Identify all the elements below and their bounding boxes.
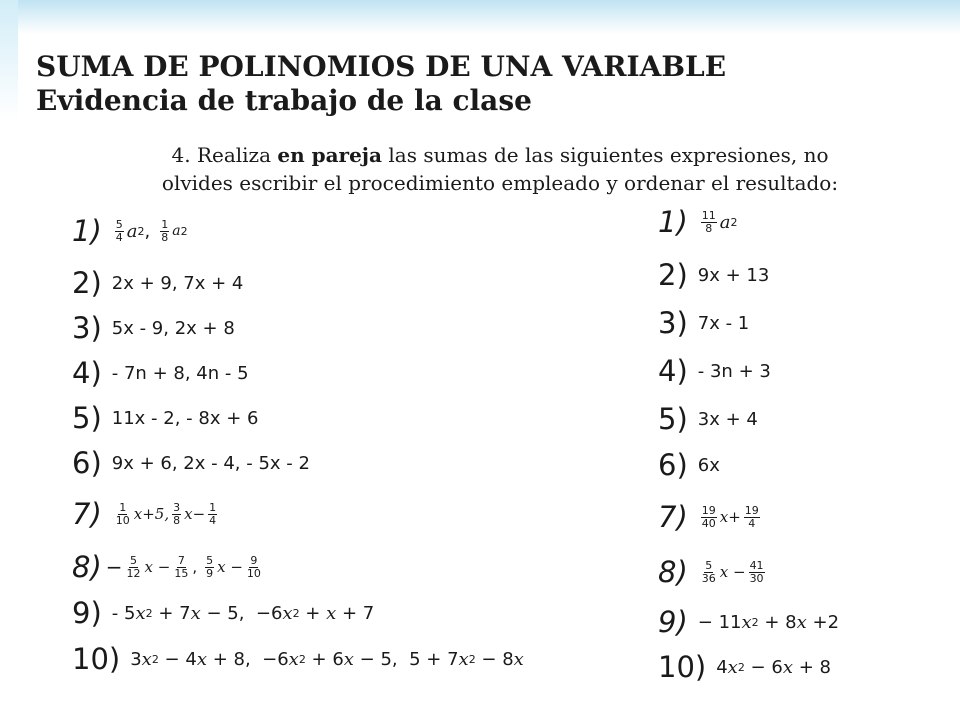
fraction: $\frac{1}{4}$ <box>209 500 217 527</box>
instruction-line-2: olvides escribir el procedimiento empleado y ordenar el resultado: <box>161 171 839 195</box>
fraction: $\frac{1}{8}$ <box>161 217 169 244</box>
fraction: $\frac{11}{8}$ <box>701 208 716 235</box>
fraction: $\frac{7}{15}$ <box>174 553 189 580</box>
exercise-expression: 2x + 9, 7x + 4 <box>111 272 244 294</box>
fraction: $\frac{9}{10}$ <box>246 553 261 580</box>
header-band <box>0 0 960 34</box>
exercise-3: 3) 5x - 9, 2x + 8 <box>72 311 235 345</box>
exercise-2: 2) 2x + 9, 7x + 4 <box>72 266 244 300</box>
exercise-expression: − $\frac{5}{12}$ x − $\frac{7}{15}$ , $\frac{5}{9}$ x − $\frac{9}{10}$ <box>105 553 261 580</box>
answer-2: 2) 9x + 13 <box>658 258 770 292</box>
answer-9: 9) − 11 x 2 + 8 x +2 <box>658 605 840 639</box>
answer-expression: 7x - 1 <box>697 312 750 334</box>
exercise-expression: $\frac{1}{10}$ x+5, $\frac{3}{8}$ x− $\frac{1}{4}$ <box>115 500 217 527</box>
exercise-expression: 11x - 2, - 8x + 6 <box>111 407 259 429</box>
exercise-7: 7) $\frac{1}{10}$ x+5, $\frac{3}{8}$ x− $\frac{1}{4}$ <box>72 497 220 531</box>
answer-expression: − 11 x 2 + 8 x +2 <box>697 611 840 633</box>
answer-3: 3) 7x - 1 <box>658 306 750 340</box>
fraction: $\frac{5}{9}$ <box>206 553 214 580</box>
fraction: $\frac{19}{4}$ <box>744 503 759 530</box>
exercise-expression: 3 x 2 − 4 x + 8, −6 x 2 + 6 x − 5, 5 + 7 x 2 − 8 x <box>130 648 524 670</box>
exercise-expression: 9x + 6, 2x - 4, - 5x - 2 <box>111 452 310 474</box>
answer-6: 6) 6x <box>658 448 720 482</box>
instruction-rest: las sumas de las siguientes expresiones, no <box>382 143 829 167</box>
answer-7: 7) $\frac{19}{40}$ x+ $\frac{19}{4}$ <box>658 500 763 534</box>
fraction: $\frac{3}{8}$ <box>173 500 181 527</box>
fraction: $\frac{5}{4}$ <box>115 217 123 244</box>
answer-expression: 3x + 4 <box>697 408 758 430</box>
exercise-expression: $\frac{5}{4}$ a 2 , $\frac{1}{8}$ a 2 <box>115 217 188 244</box>
instruction-prefix: 4. Realiza <box>171 143 278 167</box>
exercise-number: 1) <box>72 214 102 248</box>
answer-expression: 6x <box>697 454 720 476</box>
answer-5: 5) 3x + 4 <box>658 402 758 436</box>
slide-title <box>36 50 726 118</box>
answer-1: 1) $\frac{11}{8}$ a 2 <box>658 205 738 239</box>
answer-expression: - 3n + 3 <box>697 360 771 382</box>
answer-expression: 9x + 13 <box>697 264 770 286</box>
fraction: $\frac{5}{36}$ <box>701 558 716 585</box>
exercise-5: 5) 11x - 2, - 8x + 6 <box>72 401 259 435</box>
answer-4: 4) - 3n + 3 <box>658 354 771 388</box>
title-line-2: Evidencia de trabajo de la clase <box>36 84 532 117</box>
exercise-9: 9) - 5 x 2 + 7 x − 5, −6 x 2 + x + 7 <box>72 596 375 630</box>
answer-10: 10) 4 x 2 − 6 x + 8 <box>658 650 831 684</box>
exercise-1 <box>72 214 188 248</box>
fraction: $\frac{1}{10}$ <box>115 500 130 527</box>
exercise-expression: 5x - 9, 2x + 8 <box>111 317 235 339</box>
exercise-expression: - 7n + 8, 4n - 5 <box>111 362 249 384</box>
fraction: $\frac{19}{40}$ <box>701 503 716 530</box>
exercise-8: 8) − $\frac{5}{12}$ x − $\frac{7}{15}$ , $\frac{5}{9}$ x − $\frac{9}{10}$ <box>72 550 265 584</box>
left-accent-bar <box>0 0 18 120</box>
title-line-1: SUMA DE POLINOMIOS DE UNA VARIABLE <box>36 50 727 83</box>
exercise-expression: - 5 x 2 + 7 x − 5, −6 x 2 + x + 7 <box>111 602 375 624</box>
answer-expression: $\frac{19}{40}$ x+ $\frac{19}{4}$ <box>701 503 759 530</box>
instruction-bold: en pareja <box>277 143 383 167</box>
fraction: $\frac{5}{12}$ <box>126 553 141 580</box>
fraction: $\frac{41}{30}$ <box>749 558 764 585</box>
exercise-6: 6) 9x + 6, 2x - 4, - 5x - 2 <box>72 446 310 480</box>
answer-8: 8) $\frac{5}{36}$ x − $\frac{41}{30}$ <box>658 555 768 589</box>
exercise-4: 4) - 7n + 8, 4n - 5 <box>72 356 249 390</box>
answer-expression: $\frac{11}{8}$ a 2 <box>701 208 738 235</box>
exercise-10: 10) 3 x 2 − 4 x + 8, −6 x 2 + 6 x − 5, 5 + 7 x 2 − 8 x <box>72 642 524 676</box>
instruction-text <box>60 141 940 197</box>
answer-expression: 4 x 2 − 6 x + 8 <box>716 656 831 678</box>
answer-expression: $\frac{5}{36}$ x − $\frac{41}{30}$ <box>701 558 764 585</box>
